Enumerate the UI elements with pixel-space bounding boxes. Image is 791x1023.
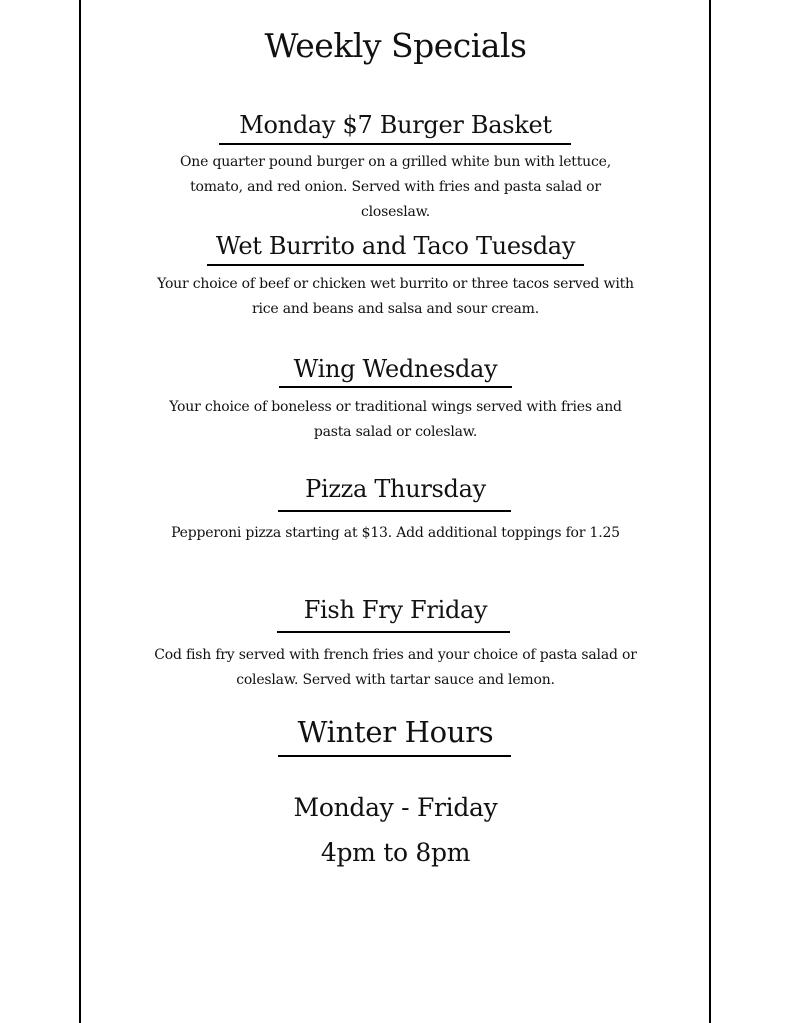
special-title-monday: Monday $7 Burger Basket bbox=[239, 111, 552, 139]
special-title-wednesday: Wing Wednesday bbox=[293, 355, 498, 383]
special-monday bbox=[0, 110, 791, 140]
hours-days: Monday - Friday bbox=[293, 793, 498, 822]
special-underline-monday bbox=[219, 143, 571, 145]
special-title-tuesday: Wet Burrito and Taco Tuesday bbox=[215, 232, 576, 260]
special-title-friday: Fish Fry Friday bbox=[303, 596, 488, 624]
hours-title: Winter Hours bbox=[297, 715, 494, 749]
hours-section bbox=[0, 714, 791, 750]
hours-underline bbox=[278, 755, 511, 757]
hours-time: 4pm to 8pm bbox=[320, 838, 471, 867]
special-title-thursday: Pizza Thursday bbox=[305, 475, 486, 503]
page-border-right bbox=[709, 0, 711, 1023]
special-underline-tuesday bbox=[207, 264, 584, 266]
special-description-tuesday: Your choice of beef or chicken wet burrito or three tacos served with rice and beans and salsa and sour cream. bbox=[157, 276, 634, 317]
special-thursday bbox=[0, 474, 791, 504]
special-friday bbox=[0, 595, 791, 625]
special-description-friday: Cod fish fry served with french fries and your choice of pasta salad or coleslaw. Served with tartar sauce and lemon. bbox=[154, 647, 637, 688]
special-wednesday bbox=[0, 354, 791, 384]
special-underline-wednesday bbox=[279, 386, 512, 388]
special-description-monday: One quarter pound burger on a grilled white bun with lettuce, tomato, and red onion. Served with fries and pasta salad or closeslaw. bbox=[180, 154, 611, 220]
special-underline-thursday bbox=[278, 510, 511, 512]
special-description-wednesday: Your choice of boneless or traditional wings served with fries and pasta salad or coleslaw. bbox=[169, 399, 622, 440]
special-underline-friday bbox=[277, 631, 510, 633]
page-title: Weekly Specials bbox=[264, 26, 527, 65]
special-description-thursday: Pepperoni pizza starting at $13. Add additional toppings for 1.25 bbox=[171, 525, 620, 541]
special-tuesday bbox=[0, 231, 791, 261]
page-border-left bbox=[79, 0, 81, 1023]
